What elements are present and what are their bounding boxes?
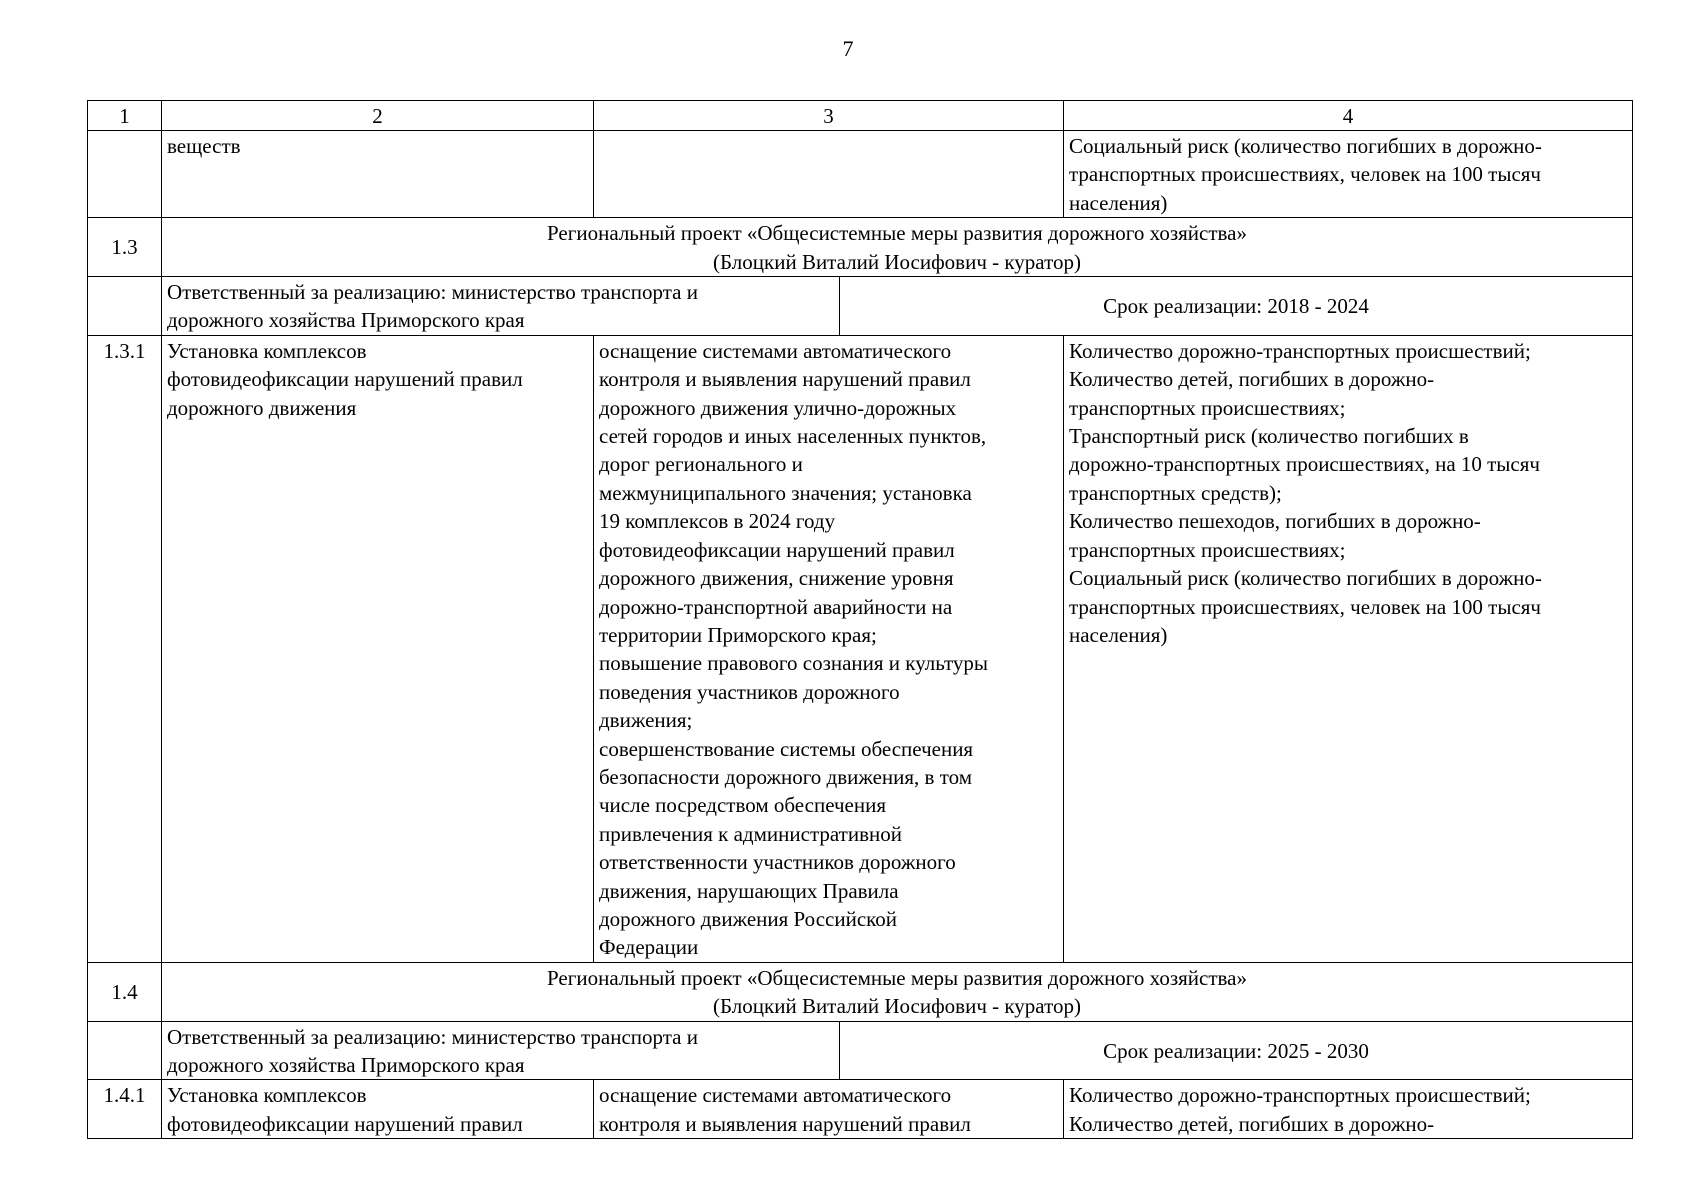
row-number: 1.4.1 xyxy=(88,1080,162,1139)
page-number: 7 xyxy=(842,36,854,61)
indicators-cell: Количество дорожно-транспортных происшествий; Количество детей, погибших в дорожно- транспортных происшествиях; Транспортный риск (количество погибших в дорожно-транспортных происшествиях, на 10 тысяч транспортных средств); Количество пешеходов, погибших в дорожно- транспортных происшествиях; Социальный риск (количество погибших в дорожно- транспортных происшествиях, человек на 100 тысяч населения) xyxy=(1064,335,1633,962)
section-row xyxy=(88,218,1633,277)
section-title: Региональный проект «Общесистемные меры развития дорожного хозяйства» (Блоцкий Виталий Иосифович - куратор) xyxy=(162,962,1633,1021)
table-row xyxy=(88,335,1633,962)
header-col-4: 4 xyxy=(1064,101,1633,131)
section-number: 1.4 xyxy=(88,962,162,1021)
row-number-cell xyxy=(88,1021,162,1080)
header-col-2: 2 xyxy=(162,101,594,131)
indicators-cell: Социальный риск (количество погибших в дорожно- транспортных происшествиях, человек на 100 тысяч населения) xyxy=(1064,131,1633,218)
table-row xyxy=(88,1080,1633,1139)
event-description-cell: оснащение системами автоматического контроля и выявления нарушений правил xyxy=(594,1080,1064,1139)
table-header-row xyxy=(88,101,1633,131)
event-name-cell: веществ xyxy=(162,131,594,218)
event-description-cell xyxy=(594,131,1064,218)
measures-table xyxy=(87,100,1633,1139)
indicators-cell: Количество дорожно-транспортных происшествий; Количество детей, погибших в дорожно- xyxy=(1064,1080,1633,1139)
event-name-cell: Установка комплексов фотовидеофиксации нарушений правил дорожного движения xyxy=(162,335,594,962)
term-cell: Срок реализации: 2025 - 2030 xyxy=(840,1021,1633,1080)
responsible-cell: Ответственный за реализацию: министерство транспорта и дорожного хозяйства Приморского края xyxy=(162,1021,840,1080)
responsible-cell: Ответственный за реализацию: министерство транспорта и дорожного хозяйства Приморского края xyxy=(162,277,840,336)
section-row xyxy=(88,962,1633,1021)
section-title: Региональный проект «Общесистемные меры развития дорожного хозяйства» (Блоцкий Виталий Иосифович - куратор) xyxy=(162,218,1633,277)
row-number: 1.3.1 xyxy=(88,335,162,962)
responsible-row xyxy=(88,1021,1633,1080)
header-col-3: 3 xyxy=(594,101,1064,131)
header-col-1: 1 xyxy=(88,101,162,131)
event-description-cell: оснащение системами автоматического контроля и выявления нарушений правил дорожного движения улично-дорожных сетей городов и иных населенных пунктов, дорог регионального и межмуниципального значения; установка 19 комплексов в 2024 году фотовидеофиксации нарушений правил дорожного движения, снижение уровня дорожно-транспортной аварийности на территории Приморского края; повышение правового сознания и культуры поведения участников дорожного движения; совершенствование системы обеспечения безопасности дорожного движения, в том числе посредством обеспечения привлечения к административной ответственности участников дорожного движения, нарушающих Правила дорожного движения Российской Федерации xyxy=(594,335,1064,962)
row-number-cell xyxy=(88,131,162,218)
term-cell: Срок реализации: 2018 - 2024 xyxy=(840,277,1633,336)
row-number-cell xyxy=(88,277,162,336)
event-name-cell: Установка комплексов фотовидеофиксации нарушений правил xyxy=(162,1080,594,1139)
table-row xyxy=(88,131,1633,218)
responsible-row xyxy=(88,277,1633,336)
section-number: 1.3 xyxy=(88,218,162,277)
